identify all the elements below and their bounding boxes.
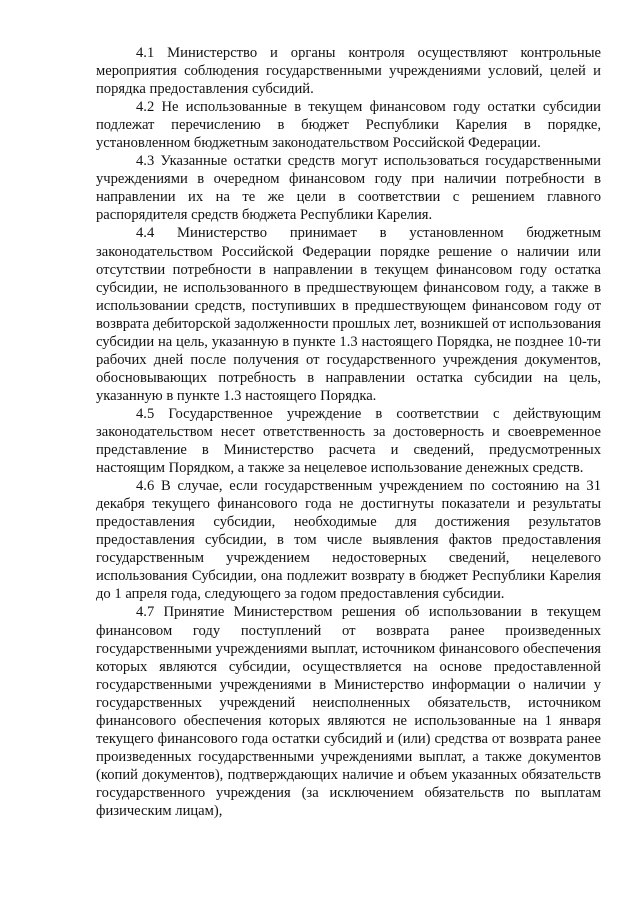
paragraph-4-5: 4.5 Государственное учреждение в соответствии с действующим законодательством несет ответственность за достоверность и своевременное представление в Министерство расчета и сведений, предусмотренных настоящим Порядком, а также за нецелевое использование денежных средств. [96, 405, 601, 477]
paragraph-4-3: 4.3 Указанные остатки средств могут использоваться государственными учреждениями в очередном финансовом году при наличии потребности в направлении их на те же цели в соответствии с решением главного распорядителя средств бюджета Республики Карелия. [96, 153, 601, 224]
paragraph-4-7: 4.7 Принятие Министерством решения об использовании в текущем финансовом году поступлений от возврата ранее произведенных государственными учреждениями выплат, источником финансового обеспечения которых являются субсидии, осуществляется на основе предоставленной государственными учреждениями в Министерство информации о наличии у государственных учреждений неисполненных обязательств, источником финансового обеспечения которых являются не использованные на 1 января текущего финансового года остатки субсидий и (или) средства от возврата ранее произведенных государственными учреждениями выплат, а также документов (копий документов), подтверждающих наличие и объем указанных обязательств государственного учреждения (за исключением обязательств по выплатам физическим лицам), [96, 604, 601, 819]
paragraph-4-6: 4.6 В случае, если государственным учреждением по состоянию на 31 декабря текущего финансового года не достигнуты показатели и результаты предоставления субсидии, необходимые для достижения результатов предоставления субсидии, в том числе выявления фактов предоставления государственным учреждением недостоверных сведений, нецелевого использования Субсидии, она подлежит возврату в бюджет Республики Карелия до 1 апреля года, следующего за годом предоставления субсидии. [96, 478, 601, 603]
document-page [96, 44, 601, 820]
paragraph-4-2: 4.2 Не использованные в текущем финансовом году остатки субсидии подлежат перечислению в бюджет Республики Карелия в порядке, установленном бюджетным законодательством Российской Федерации. [96, 99, 601, 152]
paragraph-4-4: 4.4 Министерство принимает в установленном бюджетным законодательством Российской Федерации порядке решение о наличии или отсутствии потребности в направлении в текущем финансовом году остатка субсидии, не использованного в предшествующем финансовом году, а также в использовании средств, поступивших в предшествующем финансовом году от возврата дебиторской задолженности прошлых лет, возникшей от использования субсидии на цель, указанную в пункте 1.3 настоящего Порядка, не позднее 10-ти рабочих дней после получения от государственного учреждения документов, обосновывающих потребность в направлении остатка субсидии на цель, указанную в пункте 1.3 настоящего Порядка. [96, 225, 601, 404]
paragraph-4-1: 4.1 Министерство и органы контроля осуществляют контрольные мероприятия соблюдения государственными учреждениями условий, целей и порядка предоставления субсидий. [96, 45, 601, 98]
